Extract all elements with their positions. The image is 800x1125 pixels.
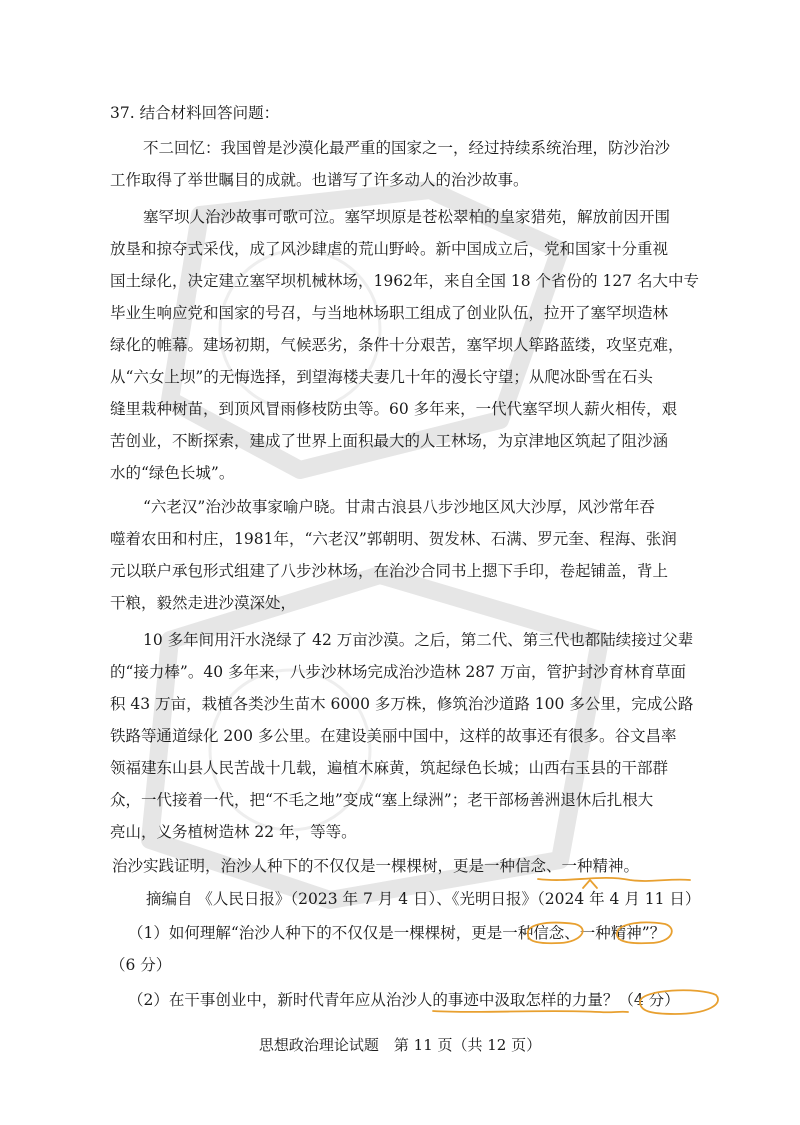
paragraph-line: 众，一代接着一代，把“不毛之地”变成“塞上绿洲”；老干部杨善洲退休后扎根大 [110, 791, 654, 809]
paragraph-line: “六老汉”治沙故事家喻户晓。甘肃古浪县八步沙地区风大沙厚，风沙常年吞 [143, 498, 655, 516]
page-footer: 思想政治理论试题 第 11 页（共 12 页） [258, 1036, 542, 1054]
paragraph-line: 缝里栽种树苗，到顶风冒雨修枝防虫等。60 多年来，一代代塞罕坝人薪火相传，艰 [110, 400, 678, 418]
sub-question-1-score: （6 分） [110, 956, 172, 974]
conclusion-line: 治沙实践证明，治沙人种下的不仅仅是一棵棵树，更是一种信念、一种精神。 [112, 857, 640, 875]
paragraph-line: 从“六女上坝”的无悔选择，到望海楼夫妻几十年的漫长守望；从爬冰卧雪在石头 [110, 368, 653, 386]
paragraph-line: 领福建东山县人民苦战十几载，遍植木麻黄，筑起绿色长城；山西右玉县的干部群 [110, 759, 669, 777]
paragraph-line: 国土绿化，决定建立塞罕坝机械林场，1962年，来自全国 18 个省份的 127 名大中专 [110, 272, 699, 290]
paragraph-line: 铁路等通道绿化 200 多公里。在建设美丽中国中，这样的故事还有很多。谷文昌率 [110, 727, 677, 745]
paragraph-line: 元以联户承包形式组建了八步沙林场，在治沙合同书上摁下手印，卷起铺盖，背上 [110, 562, 669, 580]
paragraph-line: 亮山，义务植树造林 22 年，等等。 [110, 823, 357, 841]
paragraph-line: 积 43 万亩，栽植各类沙生苗木 6000 多万株，修筑治沙道路 100 多公里，完成公路 [110, 695, 694, 713]
paragraph-line: 塞罕坝人治沙故事可歌可泣。塞罕坝原是苍松翠柏的皇家猎苑，解放前因开围 [143, 208, 671, 226]
sub-question-1: （1）如何理解“治沙人种下的不仅仅是一棵棵树，更是一种信念、一种精神”？ [128, 924, 666, 942]
paragraph-line: 不二回忆：我国曾是沙漠化最严重的国家之一，经过持续系统治理，防沙治沙 [143, 139, 671, 157]
source-citation: 摘编自 《人民日报》（2023 年 7 月 4 日）、《光明日报》（2024 年 4 月 11 日） [146, 890, 701, 908]
paragraph-line: 噬着农田和村庄，1981年，“六老汉”郭朝明、贺发林、石满、罗元奎、程海、张润 [110, 530, 677, 548]
paragraph-line: 水的“绿色长城”。 [110, 464, 235, 482]
paragraph-line: 工作取得了举世瞩目的成就。也谱写了许多动人的治沙故事。 [110, 171, 529, 189]
paragraph-line: 干粮，毅然走进沙漠深处， [110, 594, 297, 612]
caret-mark [583, 880, 597, 888]
paragraph-line: 绿化的帷幕。建场初期，气候恶劣，条件十分艰苦，塞罕坝人筚路蓝缕，攻坚克难， [110, 336, 684, 354]
paragraph-line: 毕业生响应党和国家的号召，与当地林场职工组成了创业队伍，拉开了塞罕坝造林 [110, 304, 669, 322]
underline-q2 [433, 1011, 628, 1012]
paragraph-line: 10 多年间用汗水浇绿了 42 万亩沙漠。之后，第二代、第三代也都陆续接过父辈 [143, 631, 694, 649]
paragraph-line: 的“接力棒”。40 多年来，八步沙林场完成治沙造林 287 万亩，管护封沙育林育草面 [110, 663, 686, 681]
paragraph-line: 放垦和掠夺式采伐，成了风沙肆虐的荒山野岭。新中国成立后，党和国家十分重视 [110, 240, 669, 258]
underline-belief-spirit [538, 878, 690, 881]
question-title: 37. 结合材料回答问题： [110, 104, 280, 122]
sub-question-2: （2）在干事创业中，新时代青年应从治沙人的事迹中汲取怎样的力量？（4 分） [128, 991, 680, 1009]
paragraph-line: 苦创业，不断探索，建成了世界上面积最大的人工林场，为京津地区筑起了阻沙涵 [110, 432, 669, 450]
